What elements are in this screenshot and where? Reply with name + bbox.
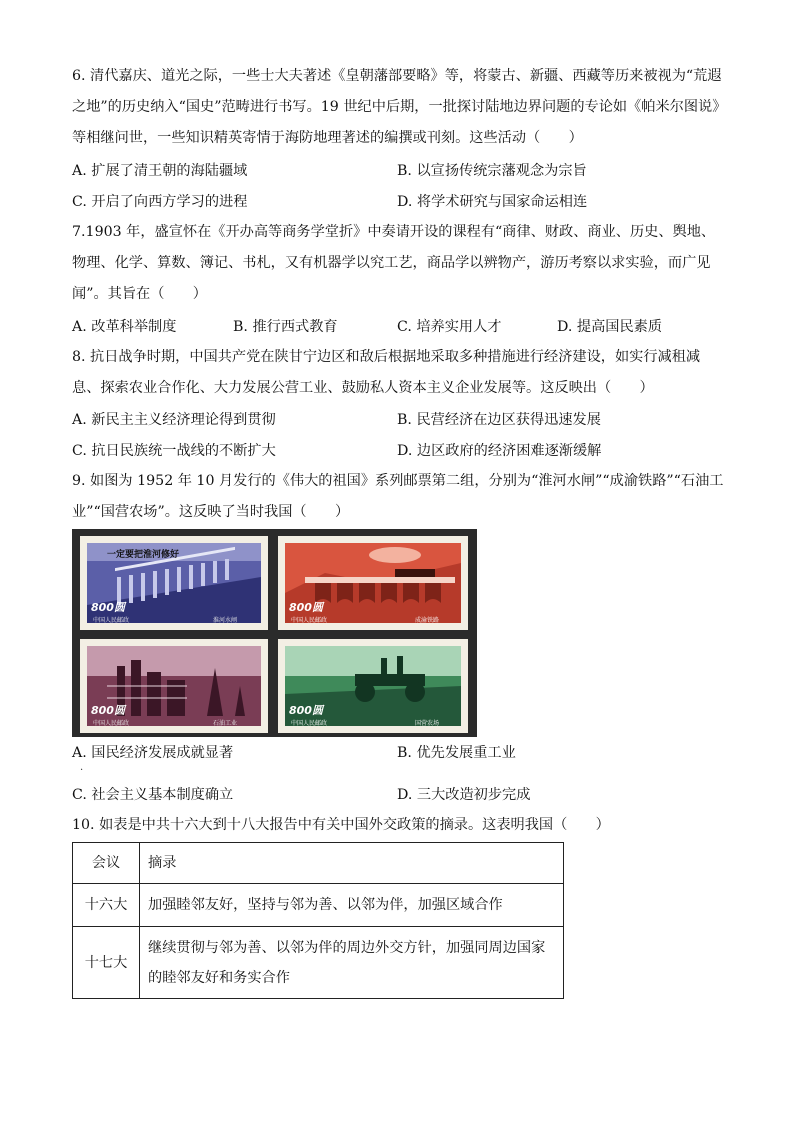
question-7-option-b[interactable]: B. 推行西式教育 [233,319,338,335]
question-7-stem: 7.1903 年，盛宣怀在《开办高等商务学堂折》中奏请开设的课程有“商律、财政、商业、历史、舆地、物理、化学、算数、簿记、书札，又有机器学以究工艺，商品学以辨物产，游历考察以求实验，而广见闻”。其旨在（ ） [72,224,716,302]
table-row [73,927,564,999]
stamp-petroleum-industry-art [87,646,261,726]
stray-dot: . [80,762,84,773]
question-9-stem: 9. 如图为 1952 年 10 月发行的《伟大的祖国》系列邮票第二组，分别为“淮河水闸”“成渝铁路”“石油工业”“国营农场”。这反映了当时我国（ ） [72,473,724,520]
stamp-petroleum-industry [80,639,268,733]
stamp-state-farm [278,639,468,733]
question-9-option-c[interactable]: C. 社会主义基本制度确立 [72,787,234,803]
question-9-option-a[interactable]: A. 国民经济发展成就显著 [72,745,234,761]
stamp1-value: 800圆 [91,601,125,614]
table-header-meeting: 会议 [73,843,140,884]
table-cell-excerpt: 继续贯彻与邻为善、以邻为伴的周边外交方针，加强同周边国家的睦邻友好和务实合作 [140,927,564,999]
stamp1-issuer: 中国人民邮政 [93,617,130,623]
stamp3-value: 800圆 [91,704,125,717]
question-9-option-d[interactable]: D. 三大改造初步完成 [397,787,531,803]
question-8-option-a[interactable]: A. 新民主主义经济理论得到贯彻 [72,412,276,428]
question-9-option-b[interactable]: B. 优先发展重工业 [397,745,516,761]
stamp3-issuer: 中国人民邮政 [93,720,130,726]
question-8-option-c[interactable]: C. 抗日民族统一战线的不断扩大 [72,443,276,459]
question-6-option-d[interactable]: D. 将学术研究与国家命运相连 [397,194,588,210]
stamp-huai-river [80,536,268,630]
table-cell-meeting: 十七大 [73,927,140,999]
stamp2-issuer: 中国人民邮政 [291,617,328,623]
table-header-excerpt: 摘录 [140,843,564,884]
foreign-policy-table [72,842,564,999]
stamp2-caption: 成渝铁路 [415,617,440,623]
table-header-row [73,843,564,884]
stamp-chengyu-railway [278,536,468,630]
stamp4-value: 800圆 [289,704,323,717]
stamp2-value: 800圆 [289,601,323,614]
question-8-option-d[interactable]: D. 边区政府的经济困难逐渐缓解 [397,443,602,459]
stamp3-caption: 石油工业 [213,720,238,726]
question-8-stem: 8. 抗日战争时期，中国共产党在陕甘宁边区和敌后根据地采取多种措施进行经济建设，如实行减租减息、探索农业合作化、大力发展公营工业、鼓励私人资本主义企业发展等。这反映出（ ） [72,349,701,396]
stamp-image [72,529,477,737]
stamp4-caption: 国营农场 [415,720,440,726]
table-cell-excerpt: 加强睦邻友好，坚持与邻为善、以邻为伴，加强区域合作 [140,884,564,927]
question-8-option-b[interactable]: B. 民营经济在边区获得迅速发展 [397,412,601,428]
question-6-option-b[interactable]: B. 以宣扬传统宗藩观念为宗旨 [397,163,587,179]
stamp1-caption: 淮河水闸 [213,617,238,623]
stamp4-issuer: 中国人民邮政 [291,720,328,726]
stamp-state-farm-art [285,646,461,726]
question-6-option-a[interactable]: A. 扩展了清王朝的海陆疆域 [72,163,248,179]
question-6-option-c[interactable]: C. 开启了向西方学习的进程 [72,194,248,210]
stamp-chengyu-railway-art [285,543,461,623]
question-7-option-c[interactable]: C. 培养实用人才 [397,319,502,335]
table-cell-meeting: 十六大 [73,884,140,927]
stamp-huai-river-art [87,543,261,623]
question-10-stem: 10. 如表是中共十六大到十八大报告中有关中国外交政策的摘录。这表明我国（ ） [72,817,610,833]
stamp1-banner: 一定要把淮河修好 [107,550,180,560]
question-6-stem: 6. 清代嘉庆、道光之际，一些士大夫著述《皇朝藩部要略》等，将蒙古、新疆、西藏等历来被视为“荒遐之地”的历史纳入“国史”范畴进行书写。19 世纪中后期，一批探讨陆地边界问题的专论如《帕米尔图说》等相继问世，一些知识精英寄情于海防地理著述的编撰或刊刻。这些活动（ ） [72,68,722,146]
table-row [73,884,564,927]
question-7-option-d[interactable]: D. 提高国民素质 [557,319,663,335]
question-7-option-a[interactable]: A. 改革科举制度 [72,319,177,335]
